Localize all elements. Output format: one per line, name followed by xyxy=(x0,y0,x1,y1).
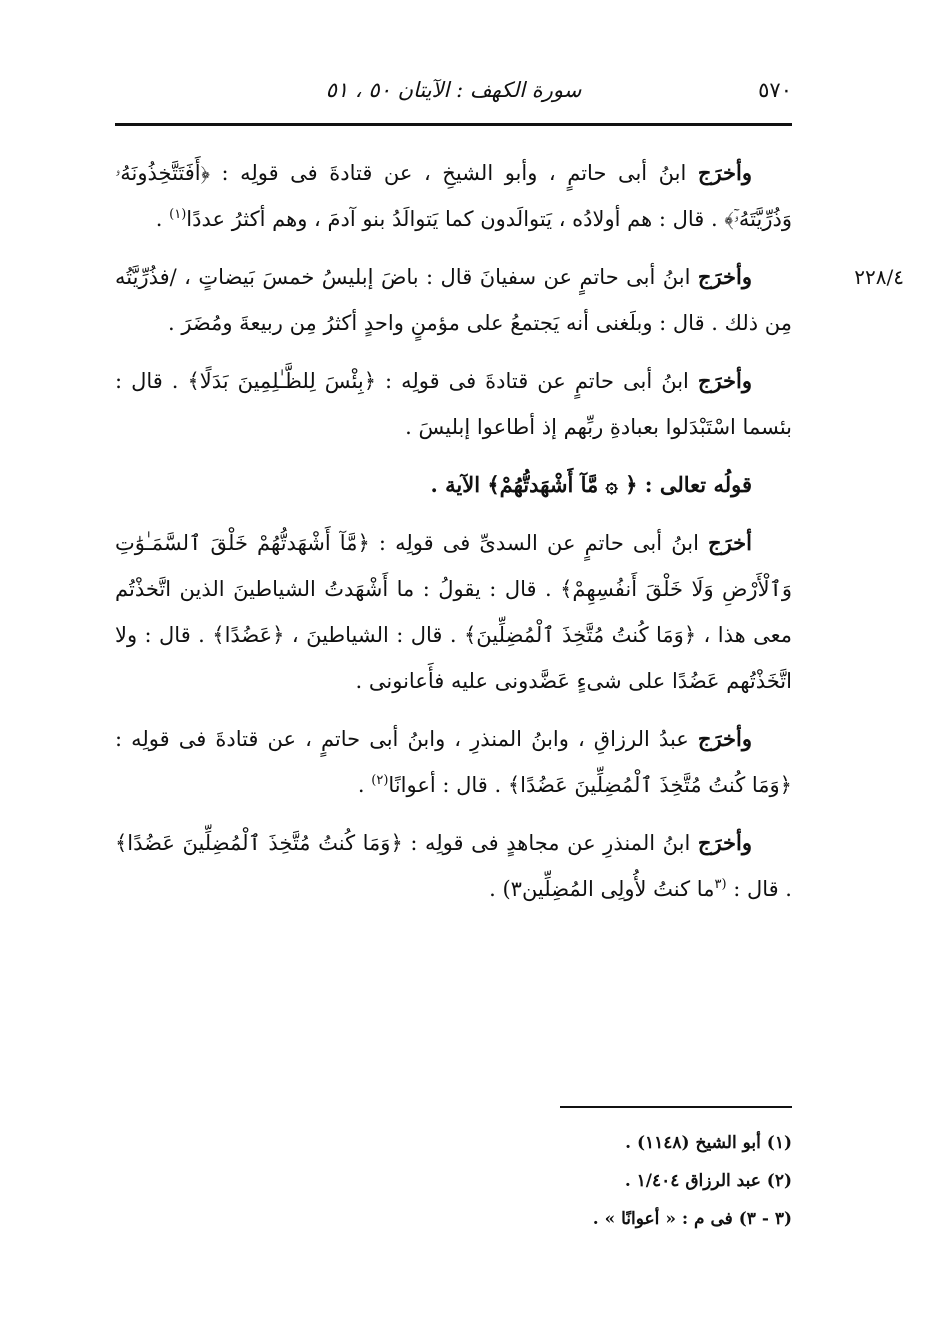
footnote-marker: (٢) xyxy=(371,773,389,788)
main-text xyxy=(115,150,904,924)
paragraph-lead: أخرَج xyxy=(708,530,752,555)
footnote-rule xyxy=(560,1106,792,1108)
paragraph xyxy=(115,820,792,912)
paragraph-text: ابنُ أبى حاتمٍ ، وأبو الشيخِ ، عن قتادةَ فى قولِه : ﴿أَفَتَتَّخِذُونَهُۥ وَذُرِّيَّتَهُۥٓ﴾ . قال : هم أولادُه ، يَتوالَدون كما يَتوالَدُ بنو آدمَ ، وهم أكثرُ عددًا xyxy=(115,161,792,231)
header-rule xyxy=(115,123,792,126)
footnote: (٢) عبد الرزاق ١/٤٠٤ . xyxy=(624,1171,792,1191)
paragraph xyxy=(115,358,792,450)
footnotes xyxy=(152,1124,792,1238)
paragraph-lead: وأخرَج xyxy=(697,264,752,289)
paragraph-lead: وأخرَج xyxy=(697,830,752,855)
page-header xyxy=(115,78,792,114)
heading-text: ﴿ ۞ مَّآ أَشْهَدتُّهُمْ﴾ الآية . xyxy=(430,472,645,497)
paragraph xyxy=(115,716,792,808)
paragraph xyxy=(115,520,792,704)
paragraph-text: ابنُ أبى حاتمٍ عن سفيانَ قال : باضَ إبليسُ خمسَ بَيضاتٍ ، /فذُرِّيَّتُه مِن ذلك . قال : وبلَغنى أنه يَجتمعُ على مؤمنٍ واحدٍ أكثرُ مِن ربيعةَ ومُضَرَ . xyxy=(115,265,792,335)
paragraph-text: عبدُ الرزاقِ ، وابنُ المنذرِ ، وابنُ أبى حاتمٍ ، عن قتادةَ فى قولِه : ﴿وَمَا كُنتُ مُتَّخِذَ ٱلْمُضِلِّينَ عَضُدًا﴾ . قال : أعوانًا xyxy=(115,727,792,797)
margin-reference: ٢٢٨/٤ xyxy=(854,265,904,289)
running-title: سورة الكهف : الآيتان ٥٠ ، ٥١ xyxy=(325,78,582,102)
heading-lead: قولُه تعالى : xyxy=(644,472,752,497)
paragraph-lead: وأخرَج xyxy=(697,368,752,393)
footnote-marker: (١) xyxy=(169,207,187,222)
page-number: ٥٧٠ xyxy=(758,78,792,102)
paragraph-tail: . xyxy=(357,773,372,797)
paragraph-tail: . xyxy=(155,207,170,231)
footnote: (٣ - ٣) فى م : « أعوانًا » . xyxy=(592,1209,792,1229)
paragraph-tail: ما كنتُ لأُولِى المُضِلِّين٣) . xyxy=(489,877,715,901)
paragraph xyxy=(115,150,792,242)
paragraph-lead: وأخرَج xyxy=(697,160,752,185)
paragraph-text: ابنُ أبى حاتمٍ عن السدىِّ فى قولِه : ﴿مَّآ أَشْهَدتُّهُمْ خَلْقَ ٱلسَّمَـٰوَٰتِ وَٱلْأَرْضِ وَلَا خَلْقَ أَنفُسِهِمْ﴾ . قال : يقولُ : ما أَشْهَدتُ الشياطينَ الذين اتَّخذْتُم معى هذا ، ﴿وَمَا كُنتُ مُتَّخِذَ ٱلْمُضِلِّينَ﴾ . قال : الشياطينَ ، ﴿عَضُدًا﴾ . قال : ولا اتَّخَذْتُهم عَضُدًا على شىءٍ عَضَّدونى عليه فأَعانونى . xyxy=(115,531,792,693)
footnote-marker: (٣ xyxy=(714,877,727,892)
paragraph-lead: وأخرَج xyxy=(697,726,752,751)
section-heading xyxy=(115,462,792,508)
footnote: (١) أبو الشيخ (١١٤٨) . xyxy=(625,1133,792,1153)
paragraph-text: ابنُ أبى حاتمٍ عن قتادةَ فى قولِه : ﴿بِئْسَ لِلظَّـٰلِمِينَ بَدَلًا﴾ . قال : بئسما اسْتَبْدَلوا بعبادةِ ربِّهم إذ أطاعوا إبليسَ . xyxy=(115,369,792,439)
paragraph-text: ابنُ المنذرِ عن مجاهدٍ فى قولِه : ﴿وَمَا كُنتُ مُتَّخِذَ ٱلْمُضِلِّينَ عَضُدًا﴾ . قال : xyxy=(115,831,792,901)
paragraph xyxy=(115,254,904,346)
